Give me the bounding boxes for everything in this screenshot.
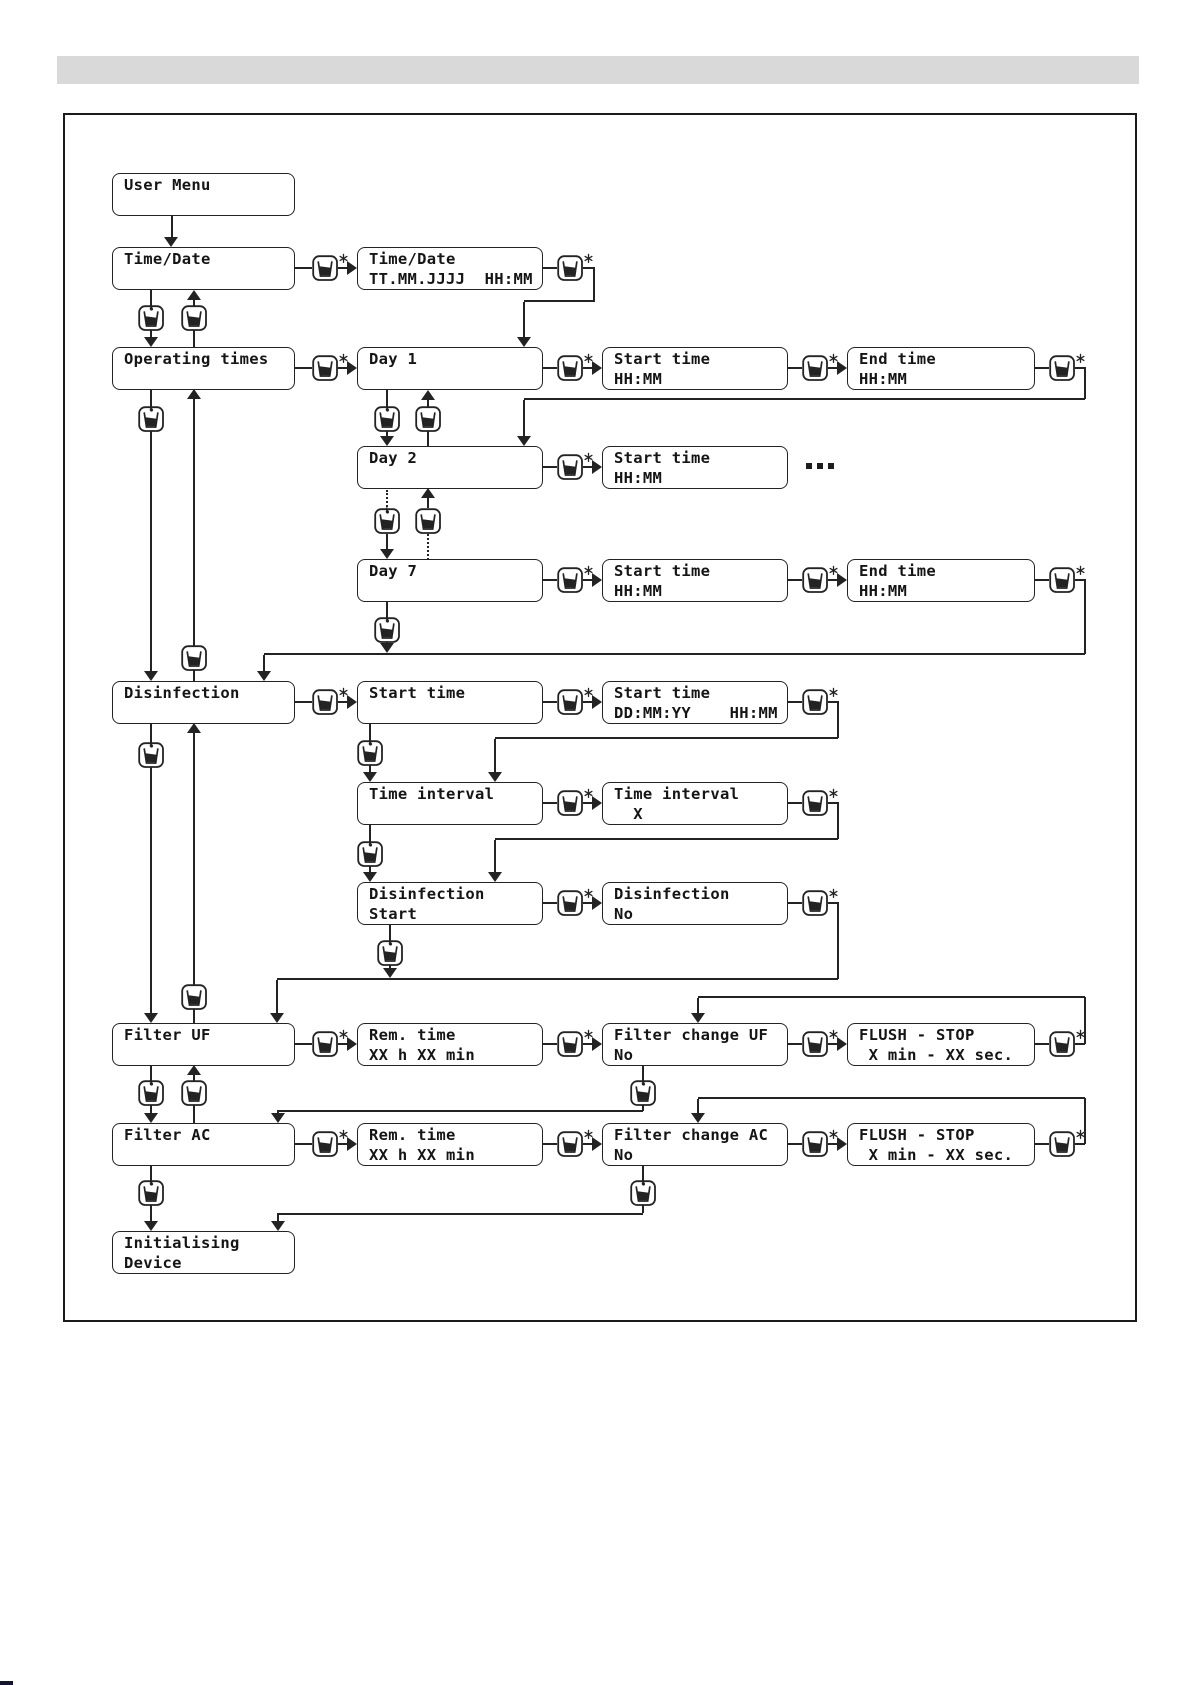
node-filter-ac-remaining-time	[357, 1123, 543, 1166]
connector-line	[494, 840, 496, 875]
connector-arrowhead	[380, 549, 394, 559]
connector-line	[524, 300, 595, 302]
node-filter-change-uf	[602, 1023, 788, 1066]
node-label: HH:MM	[614, 581, 663, 600]
connector-line	[543, 466, 557, 468]
connector-arrowhead	[187, 723, 201, 733]
connector-arrowhead	[421, 488, 435, 498]
connector-line	[386, 390, 388, 439]
connector-line	[543, 367, 557, 369]
node-label: X	[614, 804, 643, 823]
connector-line	[543, 701, 557, 703]
node-label: X min - XX sec.	[859, 1045, 1014, 1064]
node-label: No	[614, 1045, 634, 1064]
node-label: Day 1	[369, 350, 418, 368]
connector-arrowhead	[380, 436, 394, 446]
node-label: Day 7	[369, 562, 418, 580]
node-flush-stop-uf	[847, 1023, 1035, 1066]
node-label: Disinfection	[369, 885, 485, 903]
node-flush-stop-ac	[847, 1123, 1035, 1166]
node-label: Filter change AC	[614, 1126, 769, 1144]
connector-line	[389, 924, 391, 969]
node-label: Start time	[369, 684, 466, 702]
connector-line	[193, 1073, 195, 1123]
node-day-7-end-time	[847, 559, 1035, 602]
node-label: Initialising	[124, 1234, 240, 1252]
node-label: End time	[859, 350, 937, 368]
connector-arrowhead	[271, 1113, 285, 1123]
page-corner-mark	[0, 1681, 13, 1685]
connector-line	[642, 1065, 644, 1111]
connector-line	[295, 1043, 312, 1045]
connector-arrowhead	[144, 1221, 158, 1231]
node-user-menu	[112, 173, 295, 216]
node-disinfection-start	[357, 882, 543, 925]
connector-line	[788, 579, 802, 581]
connector-arrowhead	[347, 361, 357, 375]
connector-line	[543, 267, 557, 269]
connector-line	[523, 302, 525, 339]
connector-line	[1084, 1098, 1086, 1144]
node-label: Filter change UF	[614, 1026, 769, 1044]
node-time-date	[112, 247, 295, 290]
node-label: Disinfection	[124, 684, 240, 702]
connector-line	[171, 216, 173, 238]
node-label: FLUSH - STOP	[859, 1126, 975, 1144]
ellipsis-dot	[806, 463, 812, 469]
node-label: Rem. time	[369, 1026, 456, 1044]
connector-line	[278, 1110, 643, 1112]
connector-line	[264, 653, 1085, 655]
node-label: Rem. time	[369, 1126, 456, 1144]
connector-arrowhead	[187, 290, 201, 300]
connector-line	[788, 367, 802, 369]
connector-line	[1035, 1043, 1049, 1045]
connector-line	[1035, 579, 1049, 581]
connector-arrowhead	[187, 1065, 201, 1075]
connector-line	[788, 701, 802, 703]
node-label: Time interval	[369, 785, 495, 803]
connector-arrowhead	[187, 389, 201, 399]
connector-line-dotted	[427, 534, 429, 560]
connector-line	[193, 397, 195, 681]
connector-line	[543, 1143, 557, 1145]
node-label: Start time	[614, 350, 711, 368]
node-label: No	[614, 904, 634, 923]
node-day-7-start-time	[602, 559, 788, 602]
connector-line	[193, 298, 195, 347]
connector-line	[1084, 997, 1086, 1044]
connector-line-dotted	[386, 490, 388, 507]
connector-arrowhead	[383, 968, 397, 978]
node-label: DD:MM:YY HH:MM	[614, 703, 778, 722]
node-label: TT.MM.JJJJ HH:MM	[369, 269, 533, 288]
connector-line	[295, 367, 312, 369]
connector-arrowhead	[347, 695, 357, 709]
node-label: Start time	[614, 562, 711, 580]
connector-line	[788, 802, 802, 804]
node-day-1	[357, 347, 543, 390]
connector-arrowhead	[592, 1037, 602, 1051]
node-label: Disinfection	[614, 885, 730, 903]
connector-line	[495, 838, 838, 840]
connector-line	[150, 723, 152, 1015]
connector-line	[1035, 367, 1049, 369]
node-label: End time	[859, 562, 937, 580]
connector-arrowhead	[164, 237, 178, 247]
connector-line	[150, 1165, 152, 1223]
connector-line	[837, 902, 839, 979]
node-day-2	[357, 446, 543, 489]
connector-line	[1084, 367, 1086, 399]
connector-arrowhead	[592, 796, 602, 810]
connector-arrowhead	[488, 772, 502, 782]
connector-line	[1084, 579, 1086, 654]
connector-arrowhead	[144, 337, 158, 347]
header-bar	[57, 56, 1139, 84]
node-label: HH:MM	[614, 468, 663, 487]
connector-arrowhead	[347, 1137, 357, 1151]
node-label: Time/Date	[369, 250, 456, 268]
node-label: FLUSH - STOP	[859, 1026, 975, 1044]
connector-line	[193, 731, 195, 1023]
connector-line	[369, 824, 371, 875]
node-label: No	[614, 1145, 634, 1164]
connector-arrowhead	[270, 1013, 284, 1023]
node-filter-uf-remaining-time	[357, 1023, 543, 1066]
node-label: Filter UF	[124, 1026, 211, 1044]
connector-arrowhead	[421, 390, 435, 400]
connector-line	[642, 1165, 644, 1213]
connector-line	[278, 1213, 643, 1215]
connector-arrowhead	[517, 436, 531, 446]
node-time-date-display	[357, 247, 543, 290]
connector-line	[524, 398, 1085, 400]
connector-line	[150, 290, 152, 341]
connector-line	[495, 737, 838, 739]
connector-arrowhead	[271, 1221, 285, 1231]
connector-line	[698, 1097, 1085, 1099]
node-label: Time/Date	[124, 250, 211, 268]
node-disinfection-confirm	[602, 882, 788, 925]
ellipsis-dot	[828, 463, 834, 469]
connector-arrowhead	[144, 1113, 158, 1123]
connector-line	[523, 400, 525, 438]
node-label: Start time	[614, 449, 711, 467]
connector-line	[494, 739, 496, 775]
node-disinfection-start-display	[602, 681, 788, 724]
connector-line	[295, 701, 312, 703]
node-disinfection-start-time	[357, 681, 543, 724]
node-label: XX h XX min	[369, 1045, 475, 1064]
connector-line	[1035, 1143, 1049, 1145]
node-label: HH:MM	[859, 581, 908, 600]
connector-arrowhead	[837, 361, 847, 375]
node-label: Start	[369, 904, 418, 923]
connector-arrowhead	[517, 337, 531, 347]
connector-arrowhead	[837, 573, 847, 587]
node-label: HH:MM	[859, 369, 908, 388]
connector-line	[788, 902, 802, 904]
node-label: Time interval	[614, 785, 740, 803]
node-label: Day 2	[369, 449, 418, 467]
node-label: XX h XX min	[369, 1145, 475, 1164]
connector-arrowhead	[592, 695, 602, 709]
node-initialising-device	[112, 1231, 295, 1274]
connector-arrowhead	[691, 1113, 705, 1123]
connector-arrowhead	[347, 261, 357, 275]
connector-arrowhead	[837, 1137, 847, 1151]
connector-line	[277, 978, 838, 980]
connector-line	[543, 802, 557, 804]
node-label: Operating times	[124, 350, 269, 368]
connector-line	[543, 579, 557, 581]
connector-line	[150, 389, 152, 673]
connector-arrowhead	[592, 1137, 602, 1151]
connector-arrowhead	[363, 772, 377, 782]
connector-arrowhead	[592, 460, 602, 474]
connector-line	[543, 1043, 557, 1045]
node-label: Start time	[614, 684, 711, 702]
connector-line	[593, 267, 595, 302]
node-day-1-start-time	[602, 347, 788, 390]
node-filter-uf	[112, 1023, 295, 1066]
connector-arrowhead	[592, 896, 602, 910]
node-label: X min - XX sec.	[859, 1145, 1014, 1164]
connector-line	[837, 701, 839, 738]
node-filter-change-ac	[602, 1123, 788, 1166]
connector-arrowhead	[592, 361, 602, 375]
connector-arrowhead	[488, 872, 502, 882]
node-time-interval	[357, 782, 543, 825]
node-label: User Menu	[124, 176, 211, 194]
connector-line	[295, 267, 312, 269]
connector-arrowhead	[144, 671, 158, 681]
connector-arrowhead	[363, 872, 377, 882]
node-disinfection	[112, 681, 295, 724]
connector-line	[295, 1143, 312, 1145]
connector-line	[788, 1143, 802, 1145]
connector-line	[427, 398, 429, 446]
connector-arrowhead	[380, 643, 394, 653]
connector-line	[369, 723, 371, 775]
connector-arrowhead	[257, 671, 271, 681]
node-operating-times	[112, 347, 295, 390]
node-label: Filter AC	[124, 1126, 211, 1144]
connector-line	[543, 902, 557, 904]
connector-arrowhead	[592, 573, 602, 587]
connector-arrowhead	[691, 1013, 705, 1023]
connector-line	[276, 980, 278, 1016]
node-filter-ac	[112, 1123, 295, 1166]
connector-line	[150, 1065, 152, 1115]
connector-arrowhead	[347, 1037, 357, 1051]
connector-arrowhead	[144, 1013, 158, 1023]
connector-line	[837, 802, 839, 839]
node-time-interval-display	[602, 782, 788, 825]
connector-line	[788, 1043, 802, 1045]
node-day-7	[357, 559, 543, 602]
connector-line	[698, 996, 1085, 998]
node-day-1-end-time	[847, 347, 1035, 390]
ellipsis-dot	[817, 463, 823, 469]
connector-line	[386, 601, 388, 645]
node-day-2-start-time	[602, 446, 788, 489]
connector-arrowhead	[837, 1037, 847, 1051]
node-label: Device	[124, 1253, 182, 1272]
node-label: HH:MM	[614, 369, 663, 388]
